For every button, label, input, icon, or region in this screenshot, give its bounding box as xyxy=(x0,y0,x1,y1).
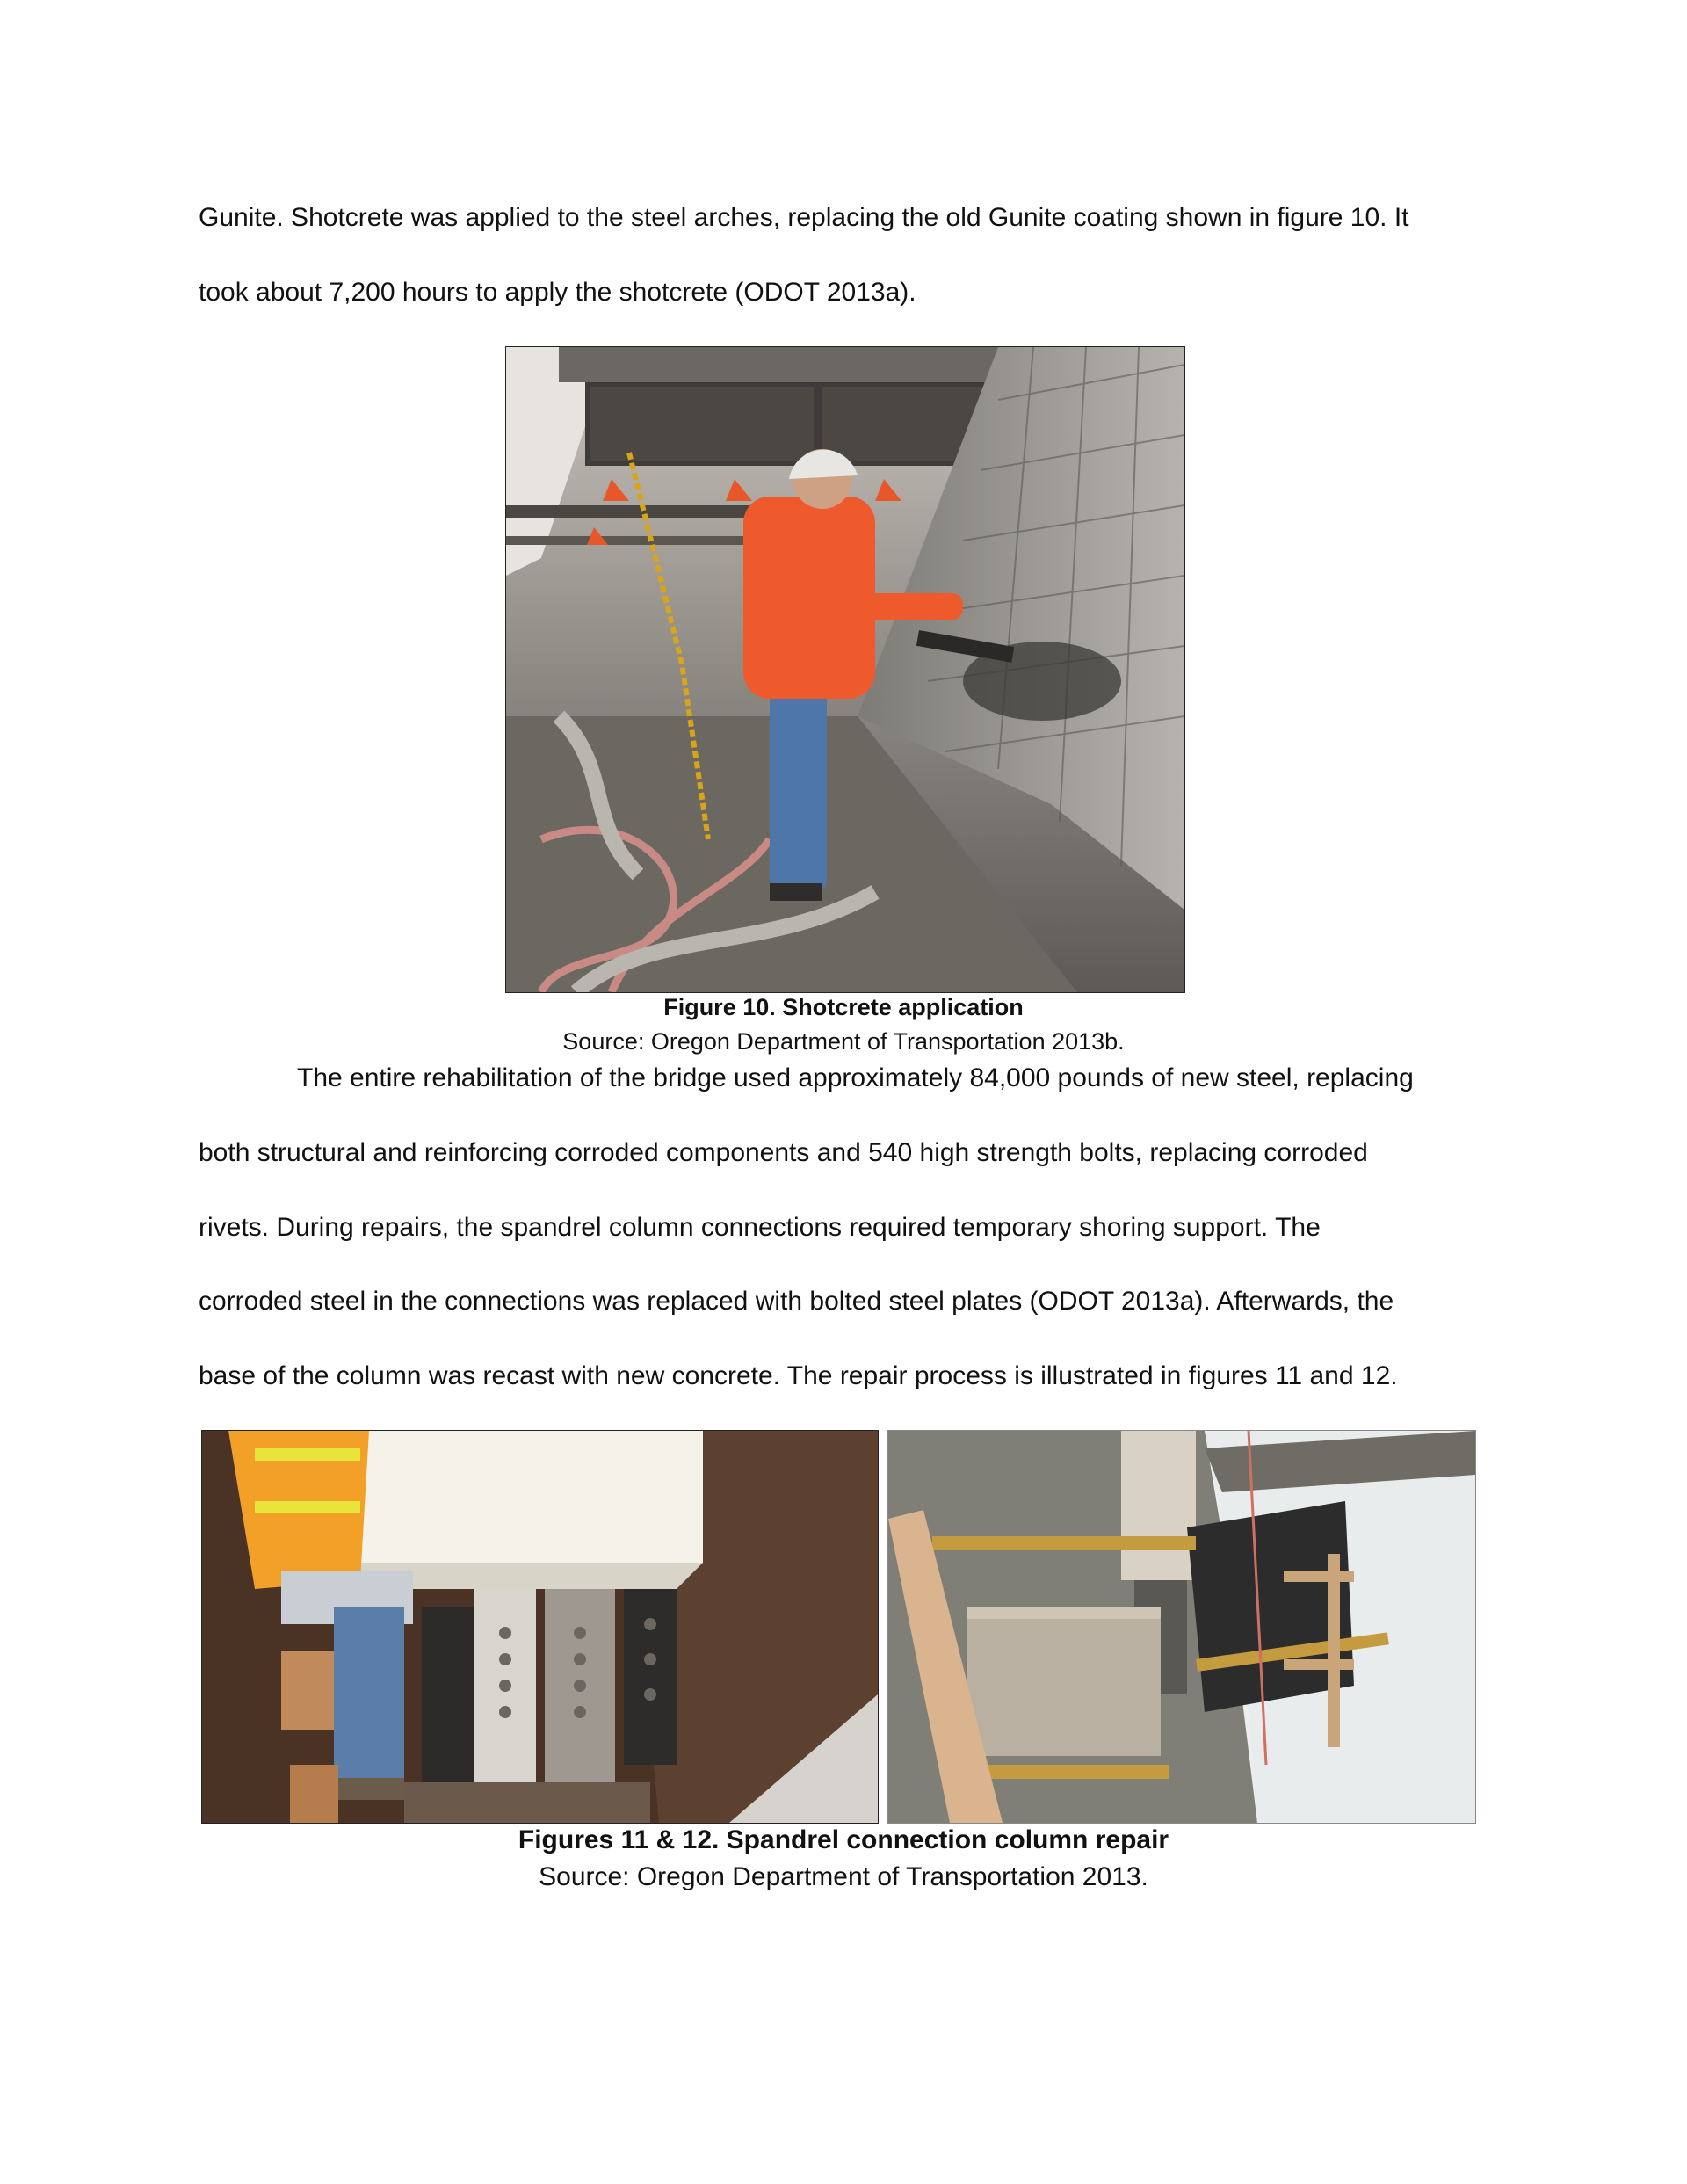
figures-11-12-source: Source: Oregon Department of Transportation 2013. xyxy=(539,1862,1148,1891)
paragraph-1-line-1: Gunite. Shotcrete was applied to the steel arches, replacing the old Gunite coating shown in figure 10. It xyxy=(199,203,1409,232)
paragraph-2-line-1: The entire rehabilitation of the bridge used approximately 84,000 pounds of new steel, replacing xyxy=(297,1063,1414,1092)
figure-11-photo xyxy=(201,1430,879,1824)
spandrel-column-shoring-image xyxy=(202,1431,878,1823)
paragraph-2-line-2: both structural and reinforcing corroded components and 540 high strength bolts, replacing corroded xyxy=(199,1138,1368,1167)
figure-10-photo xyxy=(505,346,1185,993)
figure-12-photo xyxy=(887,1430,1476,1824)
paragraph-2-line-4: corroded steel in the connections was replaced with bolted steel plates (ODOT 2013a). Afterwards, the xyxy=(199,1287,1394,1316)
shotcrete-application-image xyxy=(506,347,1184,992)
paragraph-2-line-3: rivets. During repairs, the spandrel column connections required temporary shoring support. The xyxy=(199,1213,1321,1242)
paragraph-2-line-5: base of the column was recast with new concrete. The repair process is illustrated in figures 11 and 12. xyxy=(199,1361,1398,1390)
figure-10-caption: Figure 10. Shotcrete application xyxy=(663,994,1024,1020)
paragraph-1-line-2: took about 7,200 hours to apply the shotcrete (ODOT 2013a). xyxy=(199,278,916,307)
figures-11-12-caption: Figures 11 & 12. Spandrel connection column repair xyxy=(518,1825,1169,1854)
column-repair-overview-image xyxy=(888,1431,1475,1823)
figure-10-source: Source: Oregon Department of Transportation 2013b. xyxy=(562,1028,1125,1055)
